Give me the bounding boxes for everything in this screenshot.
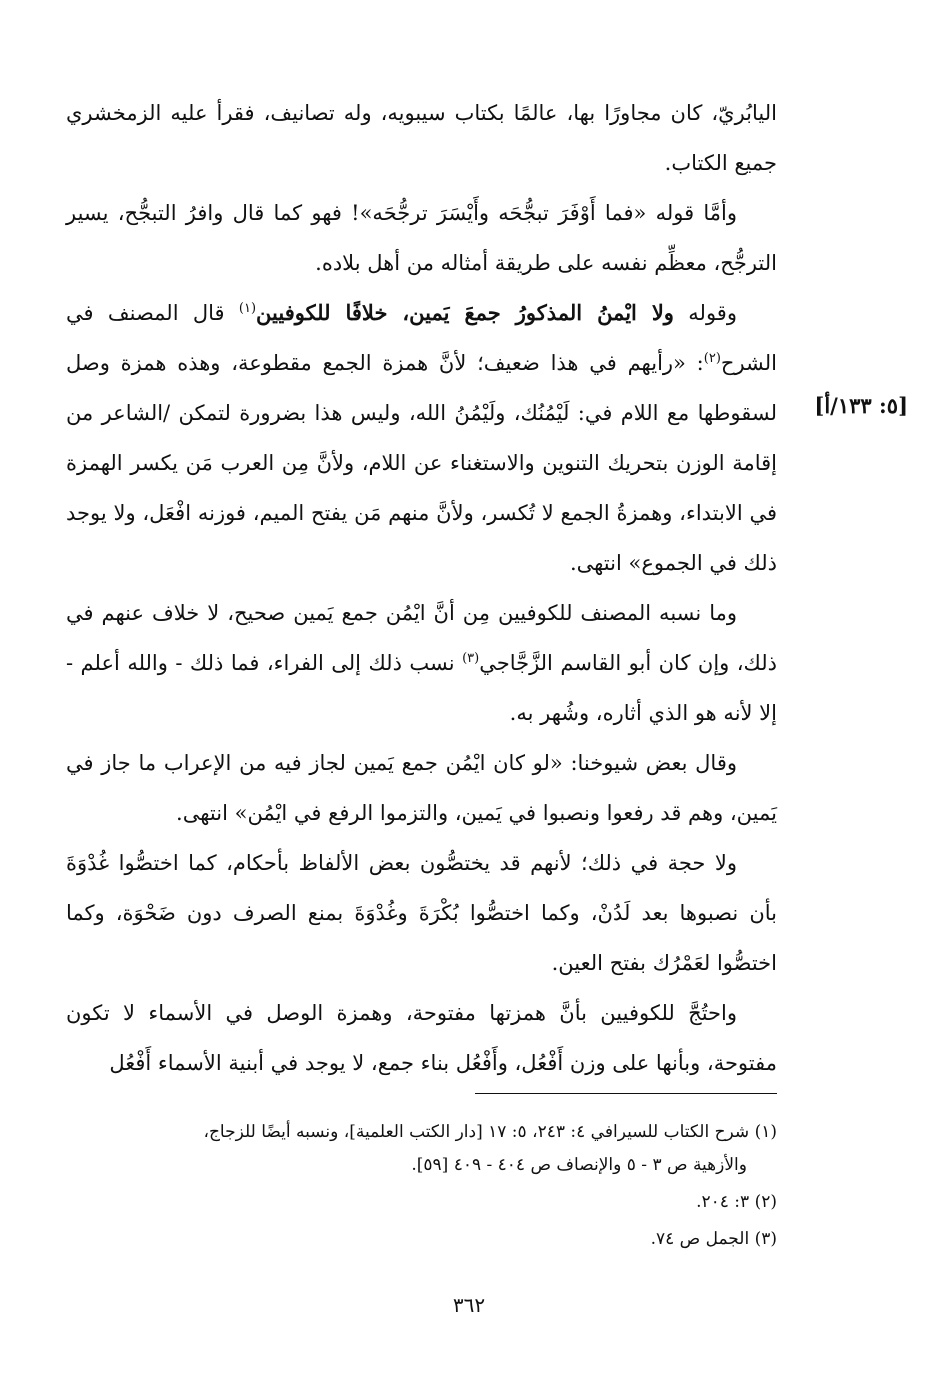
footnote-marker: (٣) [462,651,480,666]
text-segment: وقال بعض شيوخنا: «لو كان ايْمُن جمع يَمين لجاز فيه من الإعراب ما جاز في يَمين، وهم قد رفعوا ونصبوا في يَمين، والتزموا الرفع في ايْمُن» انتهى. [66,751,777,825]
footnote: والأزهية ص ٣ - ٥ والإنصاف ص ٤٠٤ - ٤٠٩ [٥٩]. [411,1155,747,1175]
bold-phrase: ولا ايْمنُ المذكورُ جمعَ يَمين، خلافًا للكوفيين [256,300,674,325]
paragraph [66,288,777,588]
text-segment: نسب ذلك إلى الفراء، فما ذلك - والله أعلم - إلا لأنه هو الذي أثاره، وشُهر به. [66,651,777,725]
footnote: (٣) الجمل ص ٧٤. [650,1229,777,1249]
paragraph [66,838,777,988]
footnote: (١) شرح الكتاب للسيرافي ٤: ٢٤٣، ٥: ١٧ [دار الكتب العلمية]، ونسبه أيضًا للزجاج، [203,1122,777,1142]
margin-manuscript-reference: [٥: ١٣٣/أ] [814,393,908,418]
paragraph [66,88,777,188]
paragraph [66,588,777,738]
page-number: ٣٦٢ [452,1293,486,1317]
footnotes [66,1116,777,1260]
text-segment: وما نسبه المصنف للكوفيين مِن أنَّ ايْمُن جمع يَمين صحيح، لا خلاف عنهم في ذلك، وإن كان أبو القاسم الزَّجَّاجي [66,601,778,675]
footnote-separator [475,1093,777,1094]
text-segment: : «رأيهم في هذا ضعيف؛ لأنَّ همزة الجمع مقطوعة، وهذه همزة وصل لسقوطها مع اللام في: لَيْمُنُك، ولَيْمُنُ الله، وليس هذا بضرورة لتمكن /الشاعر من إقامة الوزن بتحريك التنوين والاستغناء عن اللام، ولأنَّ مِن العرب مَن يكسر الهمزة في الابتداء، وهمزةُ الجمع لا تُكسر، ولأنَّ منهم مَن يفتح الميم، فوزنه افْعَل، ولا يوجد ذلك في الجموع» انتهى. [66,351,777,575]
text-segment: وأمَّا قوله «فما أَوْفَرَ تبجُّحَه وأَيْسَرَ ترجُّحَه»! فهو كما قال وافرُ التبجُّح، يسير الترجُّح، معظِّم نفسه على طريقة أمثاله من أهل بلاده. [66,201,777,275]
footnote: (٢) ٣: ٢٠٤. [696,1192,777,1212]
paragraph [66,738,777,838]
text-segment: واحتُجَّ للكوفيين بأنَّ همزتها مفتوحة، وهمزة الوصل في الأسماء لا تكون مفتوحة، وبأنها على وزن أَفْعُل، وأَفْعُل بناء جمع، لا يوجد في أبنية الأسماء أَفْعُل [66,1001,777,1075]
text-segment: اليابُريّ، كان مجاورًا بها، عالمًا بكتاب سيبويه، وله تصانيف، فقرأ عليه الزمخشري جميع الكتاب. [66,101,777,175]
footnote-marker: (١) [238,301,257,316]
main-text [66,88,777,1088]
text-segment: ولا حجة في ذلك؛ لأنهم قد يختصُّون بعض الألفاظ بأحكام، كما اختصُّوا غُدْوَةَ بأن نصبوها بعد لَدُنْ، وكما اختصُّوا بُكْرَةَ وغُدْوَةَ بمنع الصرف دون ضَحْوَة، وكما اختصُّوا لعَمْرُك بفتح العين. [66,851,777,975]
text-segment: وقوله [673,301,737,325]
text-segment: قال المصنف في الشرح [66,301,777,375]
paragraph [66,188,777,288]
paragraph [66,988,777,1088]
footnote-marker: (٢) [703,351,721,366]
